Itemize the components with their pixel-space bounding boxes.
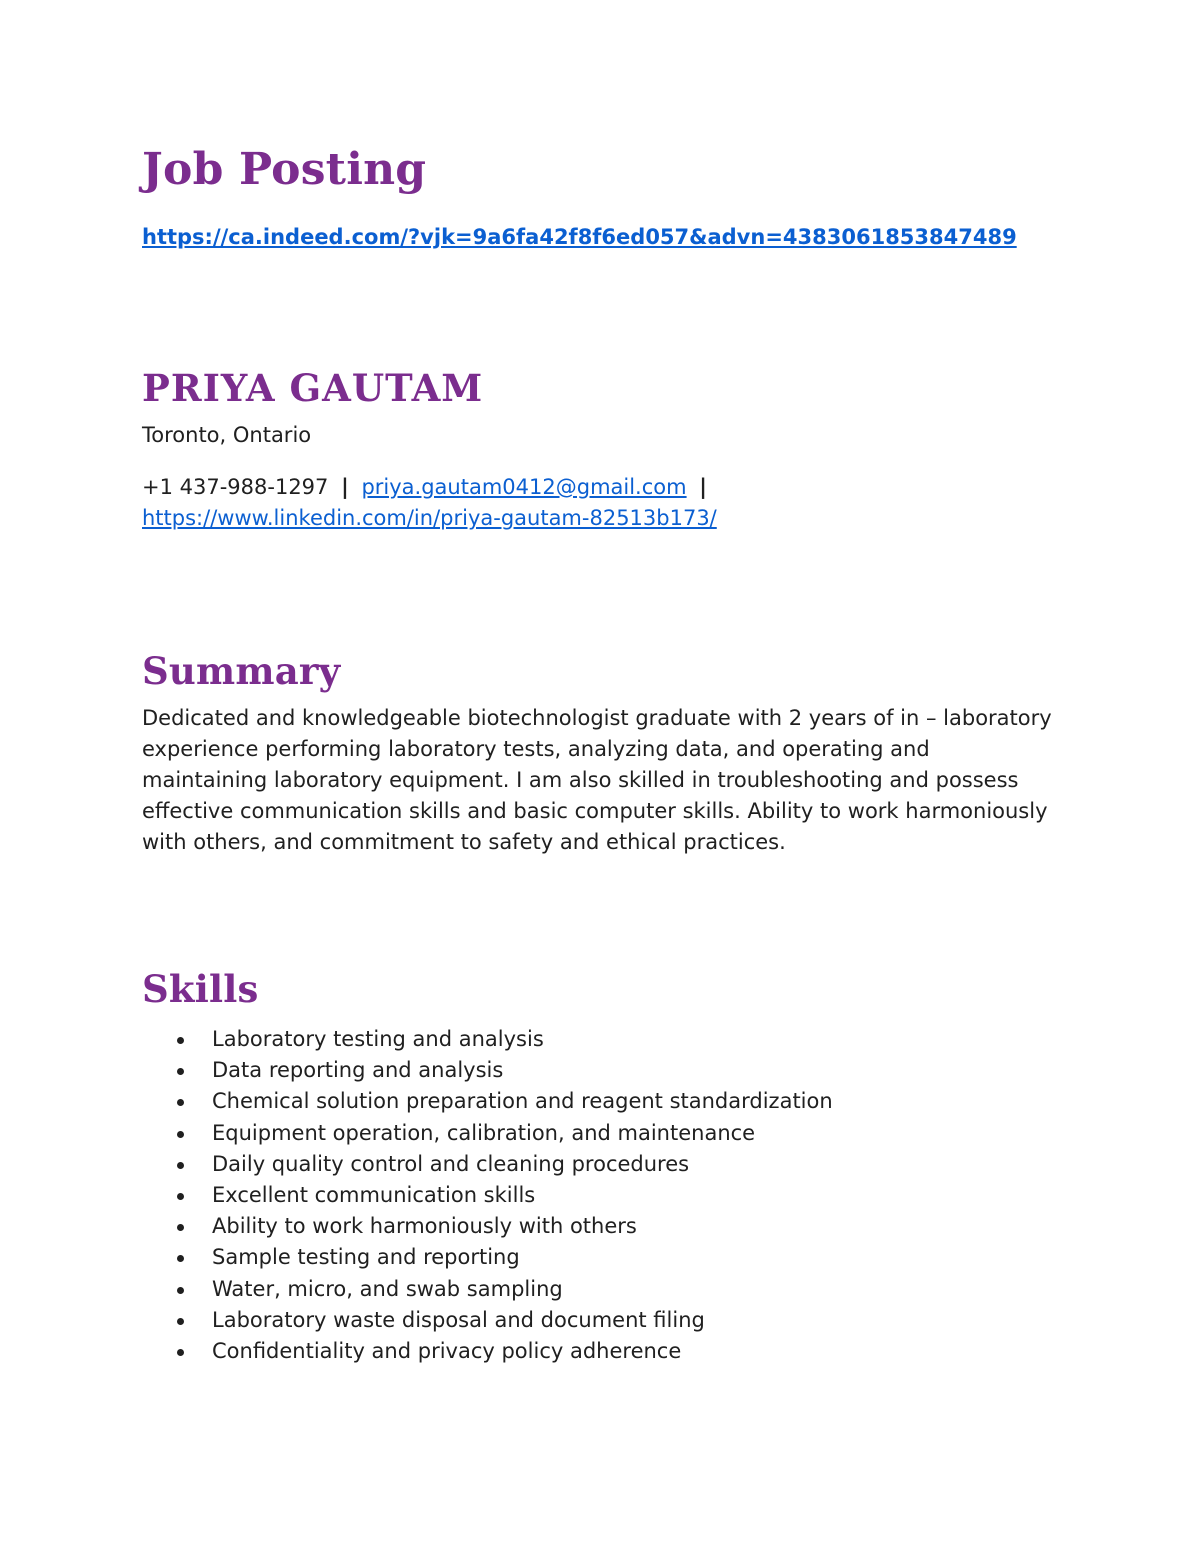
skill-text: Excellent communication skills [212,1183,536,1208]
skill-text: Sample testing and reporting [212,1245,520,1270]
job-posting-link[interactable]: https://ca.indeed.com/?vjk=9a6fa42f8f6ed057&advn=4383061853847489 [142,225,1017,249]
skill-item [142,1024,1062,1055]
skill-item [142,1242,1062,1273]
bullet-icon [177,1099,184,1106]
bullet-icon [177,1224,184,1231]
skill-item [142,1118,1062,1149]
bullet-icon [177,1037,184,1044]
skill-text: Equipment operation, calibration, and maintenance [212,1120,756,1145]
skill-text: Water, micro, and swab sampling [212,1276,563,1301]
candidate-location: Toronto, Ontario [142,423,312,447]
skill-text: Daily quality control and cleaning procedures [212,1151,690,1176]
skill-item [142,1055,1062,1086]
skills-list [142,1024,1062,1367]
bullet-icon [177,1255,184,1262]
contact-separator: | [341,475,349,499]
phone-number: +1 437-988-1297 [142,475,329,499]
skill-text: Chemical solution preparation and reagent standardization [212,1089,833,1114]
bullet-icon [177,1131,184,1138]
skill-item [142,1211,1062,1242]
job-posting-heading: Job Posting [142,144,427,195]
skill-item [142,1149,1062,1180]
bullet-icon [177,1162,184,1169]
summary-heading: Summary [142,649,341,693]
skill-item [142,1305,1062,1336]
skill-text: Ability to work harmoniously with others [212,1214,637,1239]
skill-item [142,1274,1062,1305]
skill-text: Data reporting and analysis [212,1058,504,1083]
skill-text: Laboratory waste disposal and document filing [212,1307,705,1332]
bullet-icon [177,1193,184,1200]
candidate-name: PRIYA GAUTAM [142,366,484,410]
skills-heading: Skills [142,967,259,1011]
contact-separator: | [699,475,707,499]
bullet-icon [177,1349,184,1356]
summary-text: Dedicated and knowledgeable biotechnologist graduate with 2 years of in – laboratory experience performing laboratory tests, analyzing data, and operating and maintaining laboratory equipment. I am also skilled in troubleshooting and possess effective communication skills and basic computer skills. Ability to work harmoniously with others, and commitment to safety and ethical practices. [142,706,1052,854]
email-link[interactable]: priya.gautam0412@gmail.com [361,475,687,499]
bullet-icon [177,1318,184,1325]
contact-info [142,472,1062,534]
bullet-icon [177,1068,184,1075]
skill-item [142,1336,1062,1367]
skill-item [142,1086,1062,1117]
document-content [142,140,1062,1367]
skill-item [142,1180,1062,1211]
skill-text: Laboratory testing and analysis [212,1027,544,1051]
bullet-icon [177,1287,184,1294]
linkedin-link[interactable]: https://www.linkedin.com/in/priya-gautam-82513b173/ [142,506,717,530]
skill-text: Confidentiality and privacy policy adherence [212,1339,682,1364]
